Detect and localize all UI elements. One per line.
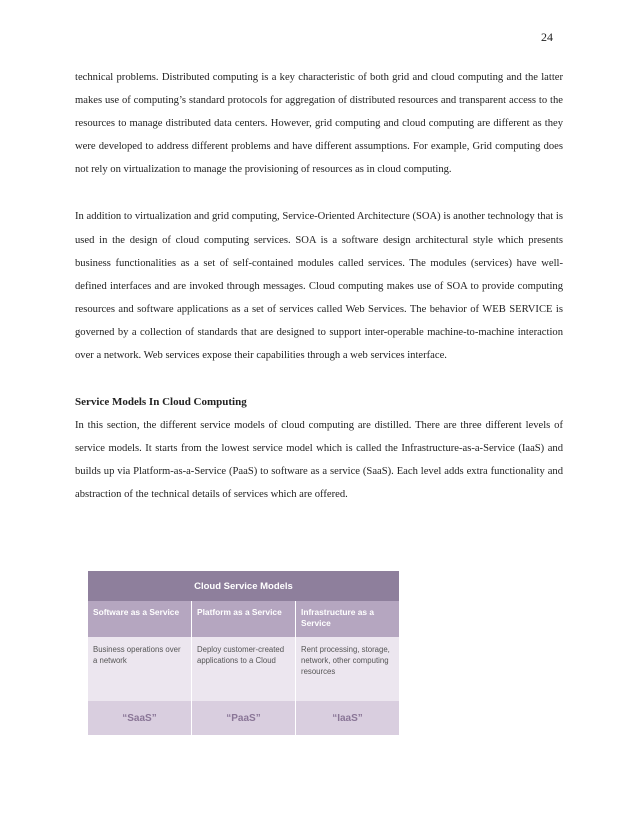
paragraph-soa: In addition to virtualization and grid computing, Service-Oriented Architecture (SOA) is another technology that is used in the design of cloud computing services. SOA is a software design architectural style which presents business functionalities as a set of self-contained modules called services. The modules (services) have well-defined interfaces and are invoked through messages. Cloud computing makes use of SOA to provide computing resources and software applications as a set of services called Web Services. The behavior of WEB SERVICE is governed by a collection of standards that are designed to support inter-operable machine-to-machine interaction over a network. Web services expose their capabilities through a web services interface. bbox=[75, 211, 563, 362]
paragraph-grid-cloud: technical problems. Distributed computing is a key characteristic of both grid and cloud computing and the latter makes use of computing’s standard protocols for aggregation of distributed resources and transparent access to the resources to manage distributed data centers. However, grid computing and cloud computing are different as they were developed to address different problems and have different assumptions. For example, Grid computing does not rely on virtualization to manage the provisioning of resources as in cloud computing. bbox=[75, 72, 563, 176]
column-abbreviation: “PaaS” bbox=[192, 701, 295, 735]
figure-title: Cloud Service Models bbox=[88, 571, 399, 601]
paragraph-service-models: In this section, the different service models of cloud computing are distilled. There are three different levels of service models. It starts from the lowest service model which is called the Infrastructure-as-a-Service (IaaS) and builds up via Platform-as-a-Service (PaaS) to software as a service (SaaS). Each level adds extra functionality and abstraction of the technical details of services which are offered. bbox=[75, 420, 563, 501]
section-heading: Service Models In Cloud Computing bbox=[75, 396, 247, 409]
column-description: Deploy customer-created applications to a Cloud bbox=[192, 637, 295, 701]
column-abbreviation: “SaaS” bbox=[88, 701, 191, 735]
column-title: Platform as a Service bbox=[192, 601, 295, 637]
column-abbreviation: “IaaS” bbox=[296, 701, 399, 735]
figure-columns bbox=[88, 601, 399, 735]
column-description: Business operations over a network bbox=[88, 637, 191, 701]
column-paas bbox=[192, 601, 296, 735]
cloud-service-models-figure bbox=[88, 571, 399, 735]
column-title: Software as a Service bbox=[88, 601, 191, 637]
column-saas bbox=[88, 601, 192, 735]
page-number: 24 bbox=[541, 30, 553, 44]
column-description: Rent processing, storage, network, other computing resources bbox=[296, 637, 399, 701]
column-title: Infrastructure as a Service bbox=[296, 601, 399, 637]
column-iaas bbox=[296, 601, 399, 735]
body-content bbox=[75, 66, 563, 507]
